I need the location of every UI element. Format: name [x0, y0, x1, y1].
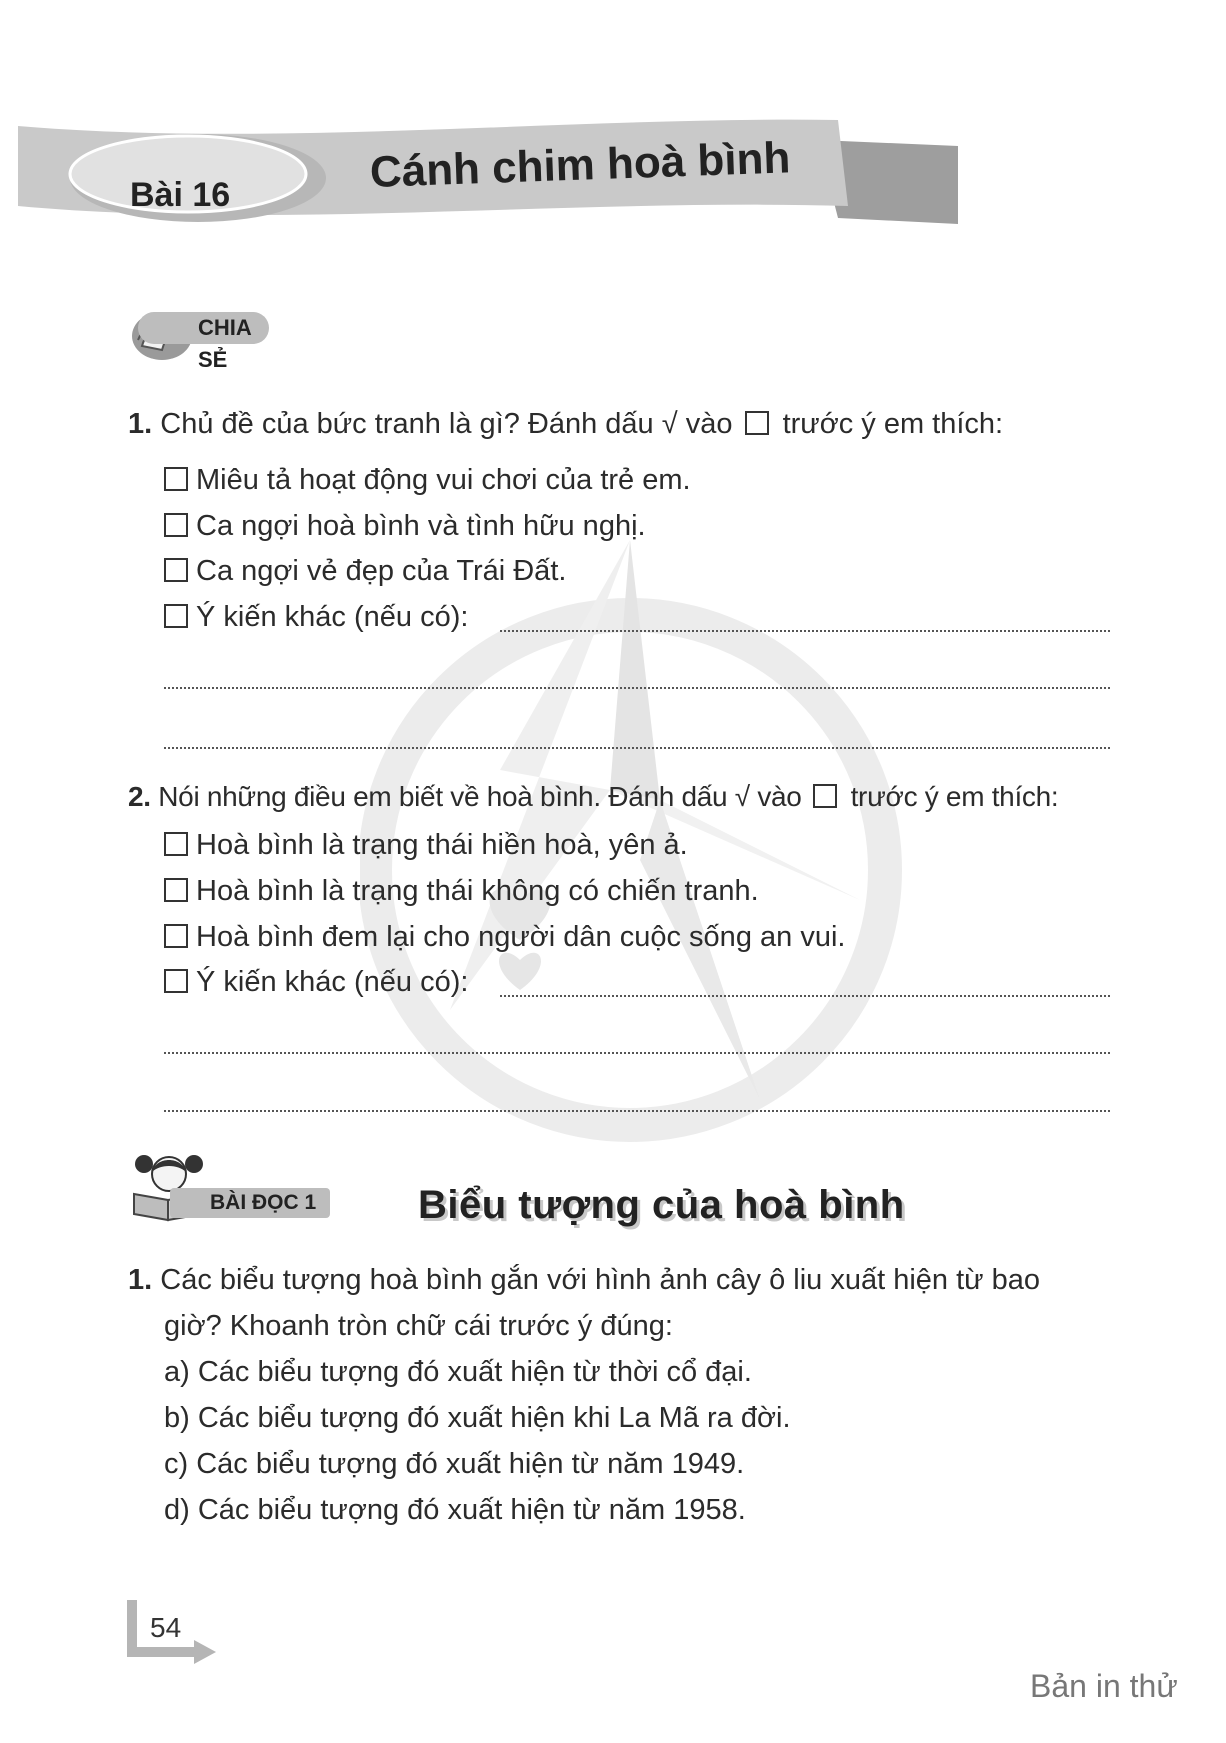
question-number: 1.	[128, 408, 153, 440]
option-label: Ý kiến khác (nếu có):	[196, 601, 469, 633]
share-tag-label: CHIA SẺ	[138, 312, 269, 344]
q2-option-1[interactable]	[164, 825, 688, 865]
reading-title: Biểu tượng của hoà bình	[418, 1183, 905, 1227]
answer-line[interactable]	[164, 745, 1110, 749]
checkbox[interactable]	[164, 513, 188, 537]
answer-line[interactable]	[500, 628, 1110, 632]
answer-line[interactable]	[164, 685, 1110, 689]
q2-option-other[interactable]	[164, 962, 468, 1002]
option-label: Hoà bình là trạng thái hiền hoà, yên ả.	[196, 829, 688, 861]
option-label: Miêu tả hoạt động vui chơi của trẻ em.	[196, 464, 691, 496]
reading-question-1-cont: giờ? Khoanh tròn chữ cái trước ý đúng:	[164, 1310, 673, 1342]
checkbox[interactable]	[164, 467, 188, 491]
answer-line[interactable]	[164, 1050, 1110, 1054]
checkbox[interactable]	[164, 924, 188, 948]
checkbox-symbol	[745, 411, 769, 435]
reading-option-c[interactable]: c) Các biểu tượng đó xuất hiện từ năm 1949.	[164, 1448, 745, 1480]
checkbox-symbol	[813, 784, 837, 808]
lesson-title: Cánh chim hoà bình	[369, 133, 792, 197]
checkbox[interactable]	[164, 604, 188, 628]
lesson-number: Bài 16	[130, 176, 231, 214]
option-label: Ca ngợi hoà bình và tình hữu nghị.	[196, 510, 646, 542]
reading-option-d[interactable]: d) Các biểu tượng đó xuất hiện từ năm 1958.	[164, 1494, 746, 1526]
q2-option-3[interactable]	[164, 917, 845, 957]
option-label: Hoà bình là trạng thái không có chiến tranh.	[196, 875, 759, 907]
question-text: Chủ đề của bức tranh là gì? Đánh dấu √ vào	[160, 408, 733, 440]
reading-question-1	[128, 1260, 1040, 1300]
option-label: Ý kiến khác (nếu có):	[196, 966, 469, 998]
question-number: 2.	[128, 781, 151, 812]
draft-note: Bản in thử	[1030, 1668, 1178, 1704]
q1-option-other[interactable]	[164, 597, 468, 637]
option-label: Hoà bình đem lại cho người dân cuộc sống an vui.	[196, 921, 846, 953]
q1-option-2[interactable]	[164, 506, 646, 546]
option-label: Ca ngợi vẻ đẹp của Trái Đất.	[196, 555, 567, 587]
answer-line[interactable]	[500, 993, 1110, 997]
reading-option-a[interactable]: a) Các biểu tượng đó xuất hiện từ thời cổ đại.	[164, 1356, 752, 1388]
reading-section-tag	[130, 1150, 350, 1220]
share-question-2	[128, 777, 1058, 817]
checkbox[interactable]	[164, 558, 188, 582]
question-text-end: trước ý em thích:	[782, 408, 1004, 440]
q2-option-2[interactable]	[164, 871, 759, 911]
answer-line[interactable]	[164, 1108, 1110, 1112]
checkbox[interactable]	[164, 832, 188, 856]
q1-option-1[interactable]	[164, 460, 691, 500]
reading-option-b[interactable]: b) Các biểu tượng đó xuất hiện khi La Mã ra đời.	[164, 1402, 791, 1434]
q1-option-3[interactable]	[164, 551, 566, 591]
question-text: Các biểu tượng hoà bình gắn với hình ảnh cây ô liu xuất hiện từ bao	[160, 1264, 1041, 1296]
checkbox[interactable]	[164, 878, 188, 902]
question-text: Nói những điều em biết về hoà bình. Đánh dấu √ vào	[158, 781, 802, 812]
question-number: 1.	[128, 1264, 153, 1296]
page-number: 54	[150, 1612, 182, 1643]
share-question-1	[128, 404, 1003, 444]
checkbox[interactable]	[164, 969, 188, 993]
question-text-end: trước ý em thích:	[850, 781, 1059, 812]
reading-tag-label: BÀI ĐỌC 1	[170, 1188, 330, 1218]
